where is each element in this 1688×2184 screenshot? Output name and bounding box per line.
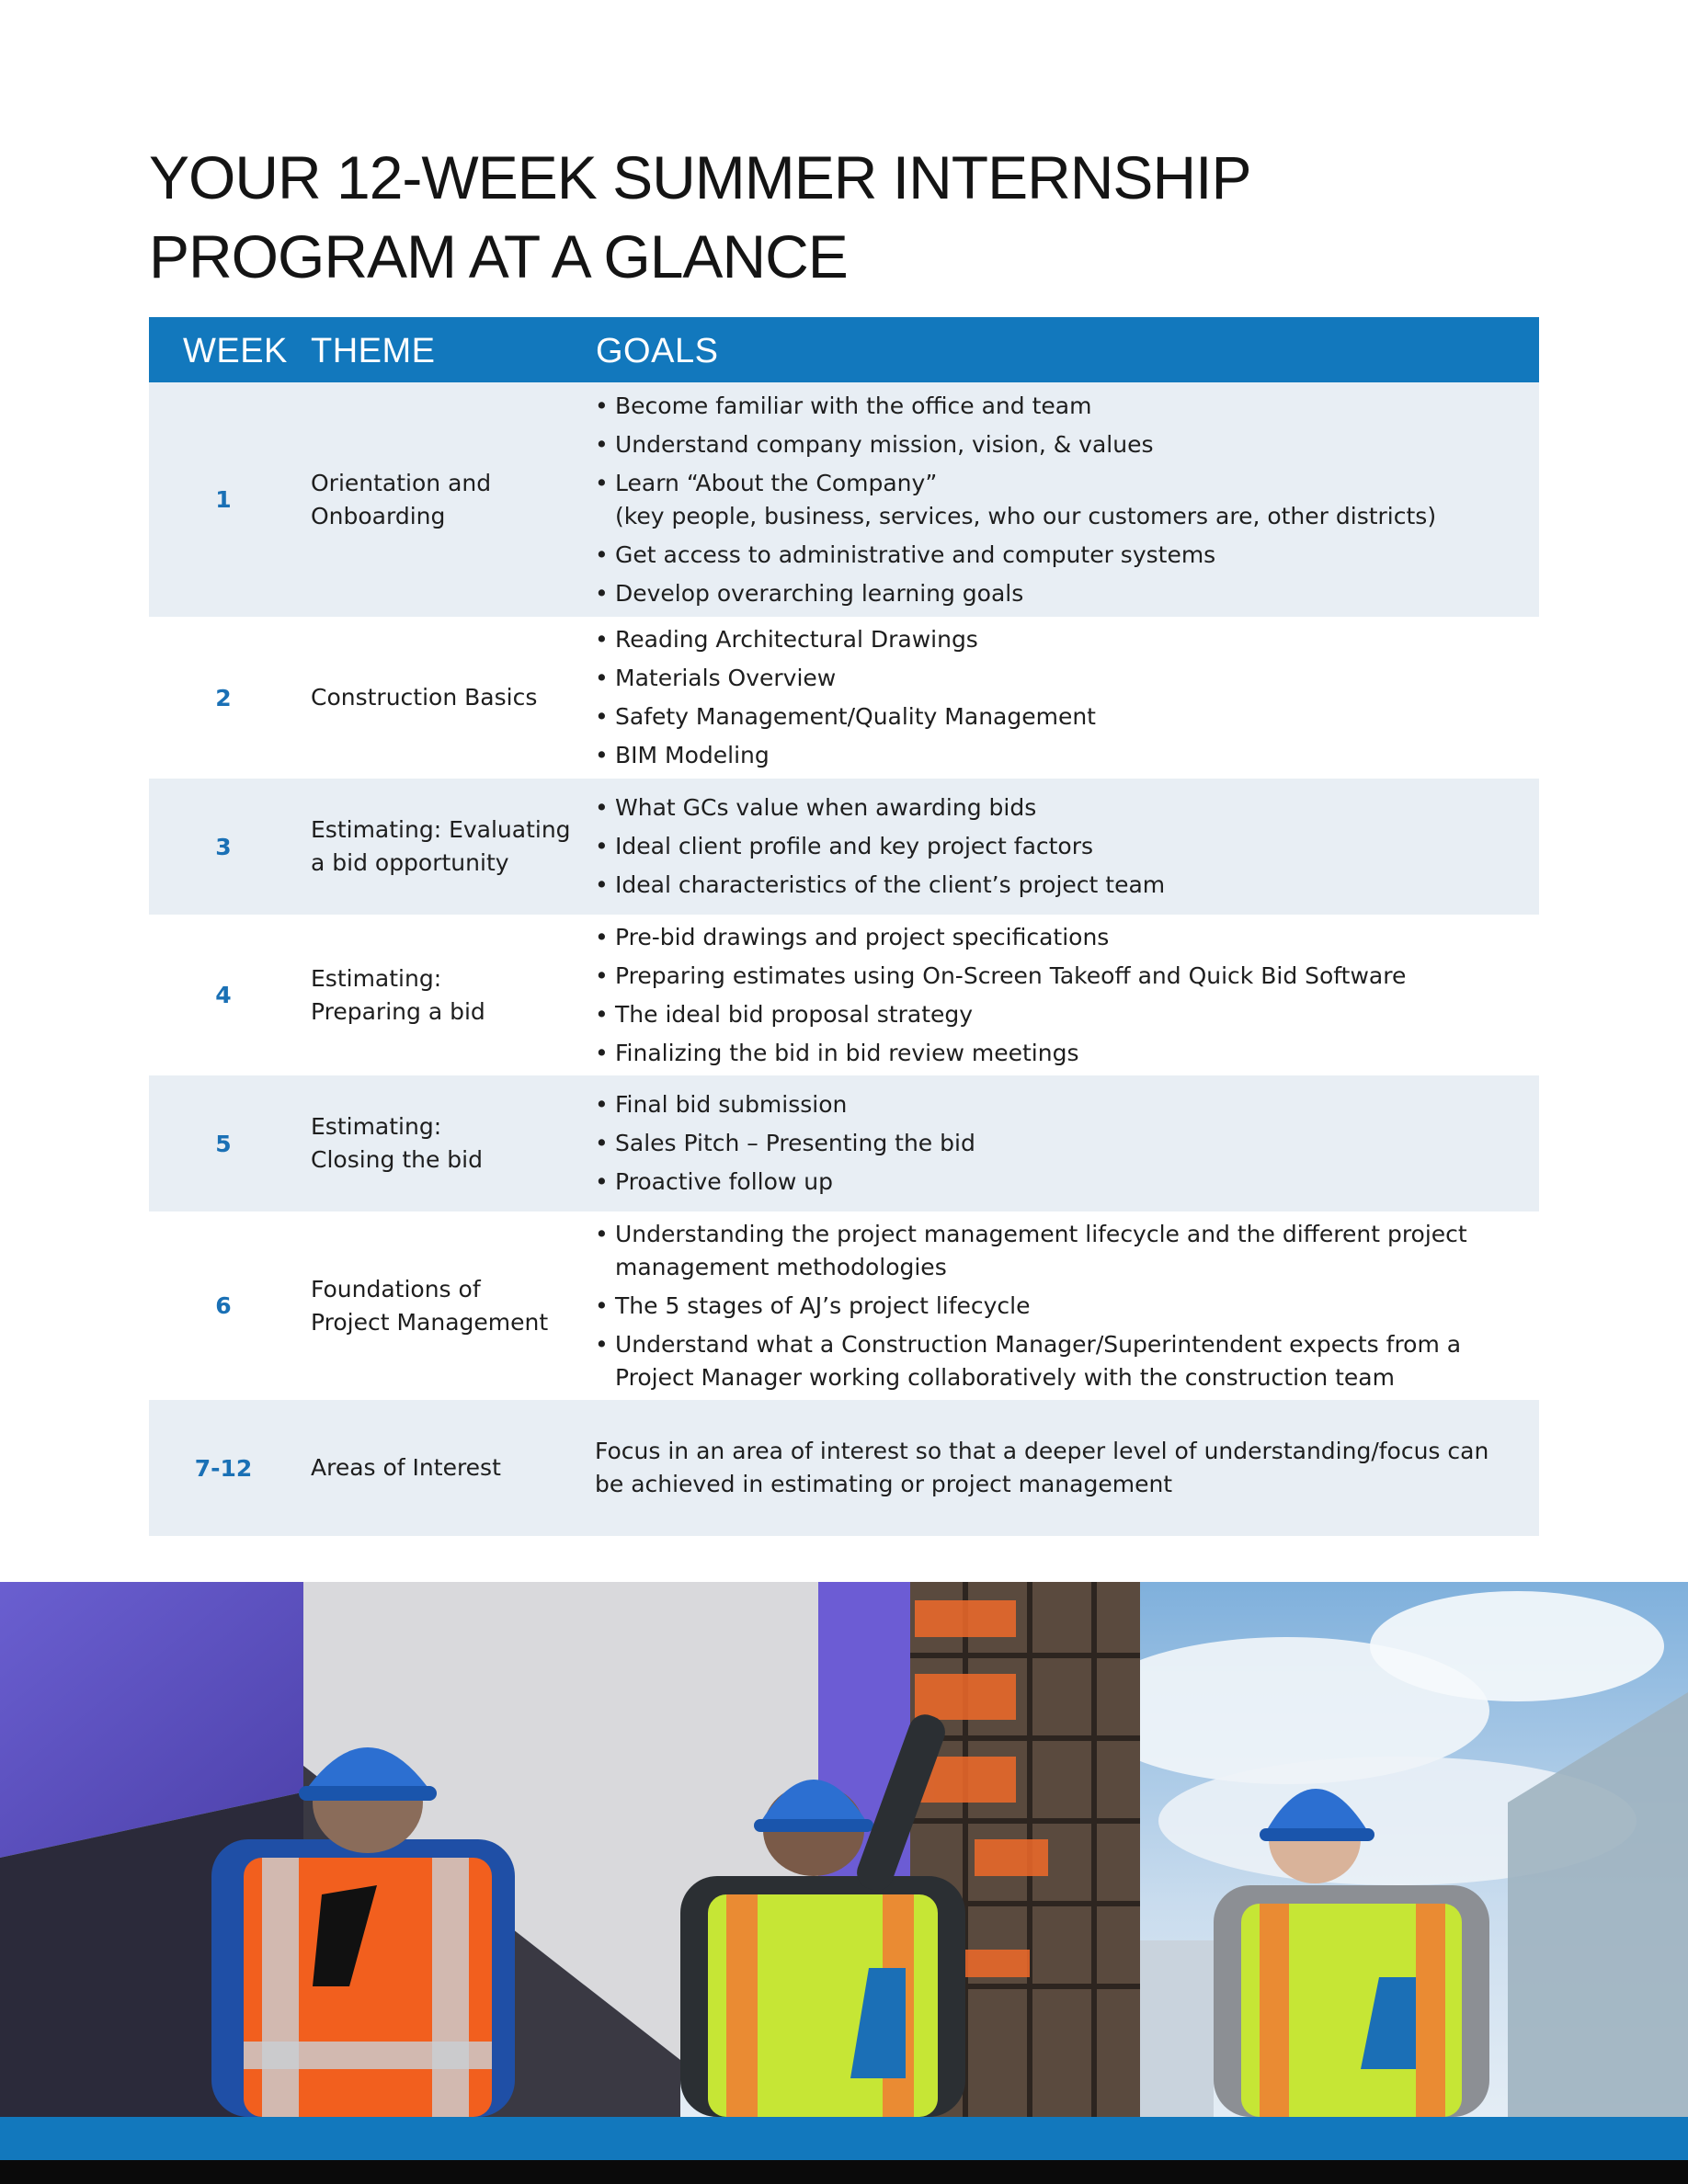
goal-item: • Finalizing the bid in bid review meetings (595, 1037, 1521, 1070)
goal-item: • What GCs value when awarding bids (595, 791, 1521, 825)
table-row-week-3 (149, 779, 1539, 915)
theme-cell (311, 915, 587, 1075)
table-row-week-7-12 (149, 1400, 1539, 1536)
table-row-week-2 (149, 617, 1539, 779)
goal-item: • Become familiar with the office and team (595, 390, 1521, 423)
goal-item: • Develop overarching learning goals (595, 577, 1521, 610)
table-row-week-4 (149, 915, 1539, 1075)
goal-item: • The 5 stages of AJ’s project lifecycle (595, 1290, 1521, 1323)
theme-label: Estimating: Evaluating a bid opportunity (311, 816, 571, 876)
goals-cell (595, 1075, 1521, 1211)
cloud (1370, 1591, 1664, 1701)
theme-cell (311, 617, 587, 779)
week-number: 3 (215, 833, 232, 860)
goal-item: • Materials Overview (595, 662, 1521, 695)
construction-site-photo (0, 1582, 1688, 2117)
goals-cell (595, 382, 1521, 617)
footer-black-bar (0, 2160, 1688, 2184)
goal-paragraph: Focus in an area of interest so that a deeper level of understanding/focus can be achieved in estimating or project management (595, 1438, 1489, 1497)
header-week: WEEK (183, 332, 288, 370)
goals-cell (595, 1400, 1521, 1536)
goals-cell (595, 617, 1521, 779)
goal-item: • Get access to administrative and computer systems (595, 539, 1521, 572)
week-number: 1 (215, 486, 232, 513)
theme-cell (311, 779, 587, 915)
goals-cell (595, 1211, 1521, 1400)
table-row-week-1 (149, 382, 1539, 617)
page-title (149, 138, 1436, 296)
goal-item: • Understanding the project management lifecycle and the different project management methodologies (595, 1218, 1521, 1284)
theme-label: Foundations of Project Management (311, 1275, 549, 1336)
week-number: 5 (215, 1130, 232, 1157)
goals-cell (595, 779, 1521, 915)
goal-item: • Ideal client profile and key project factors (595, 830, 1521, 863)
week-number: 4 (215, 982, 232, 1008)
theme-label: Construction Basics (311, 684, 538, 711)
week-number: 2 (215, 684, 232, 711)
theme-label: Orientation and Onboarding (311, 469, 492, 529)
theme-cell (311, 1211, 587, 1400)
header-theme: THEME (311, 332, 436, 370)
schedule-table (149, 317, 1539, 1536)
goal-item: • Safety Management/Quality Management (595, 700, 1521, 734)
table-header (149, 317, 1539, 382)
goal-item: • Ideal characteristics of the client’s project team (595, 869, 1521, 902)
theme-cell (311, 1400, 587, 1536)
goal-item: • Sales Pitch – Presenting the bid (595, 1127, 1521, 1160)
goal-item: • The ideal bid proposal strategy (595, 998, 1521, 1031)
page-title-line-1: YOUR 12-WEEK SUMMER INTERNSHIP (149, 143, 1251, 211)
header-goals: GOALS (596, 332, 719, 370)
table-row-week-6 (149, 1211, 1539, 1400)
construction-photo-illustration (0, 1582, 1688, 2117)
goal-item: • Reading Architectural Drawings (595, 623, 1521, 656)
week-number: 7-12 (194, 1454, 253, 1482)
footer-blue-bar (0, 2117, 1688, 2160)
goal-item: • Proactive follow up (595, 1166, 1521, 1199)
distant-building (1131, 1940, 1214, 2117)
page-title-line-2: PROGRAM AT A GLANCE (149, 222, 848, 290)
theme-cell (311, 1075, 587, 1211)
theme-label: Estimating: Preparing a bid (311, 964, 485, 1025)
theme-label: Areas of Interest (311, 1454, 501, 1481)
goal-item: • Pre-bid drawings and project specifications (595, 921, 1521, 954)
goal-item: • Preparing estimates using On-Screen Takeoff and Quick Bid Software (595, 960, 1521, 993)
goal-item: • BIM Modeling (595, 739, 1521, 772)
week-number: 6 (215, 1292, 232, 1319)
goal-item: • Final bid submission (595, 1088, 1521, 1121)
theme-label: Estimating: Closing the bid (311, 1113, 483, 1173)
goal-item: • Understand company mission, vision, & values (595, 428, 1521, 461)
theme-cell (311, 382, 587, 617)
goal-item: • Learn “About the Company” (key people, business, services, who our customers are, other districts) (595, 467, 1521, 533)
goal-item: • Understand what a Construction Manager/Superintendent expects from a Project Manager working collaboratively with the construction team (595, 1328, 1521, 1394)
goals-cell (595, 915, 1521, 1075)
table-row-week-5 (149, 1075, 1539, 1211)
